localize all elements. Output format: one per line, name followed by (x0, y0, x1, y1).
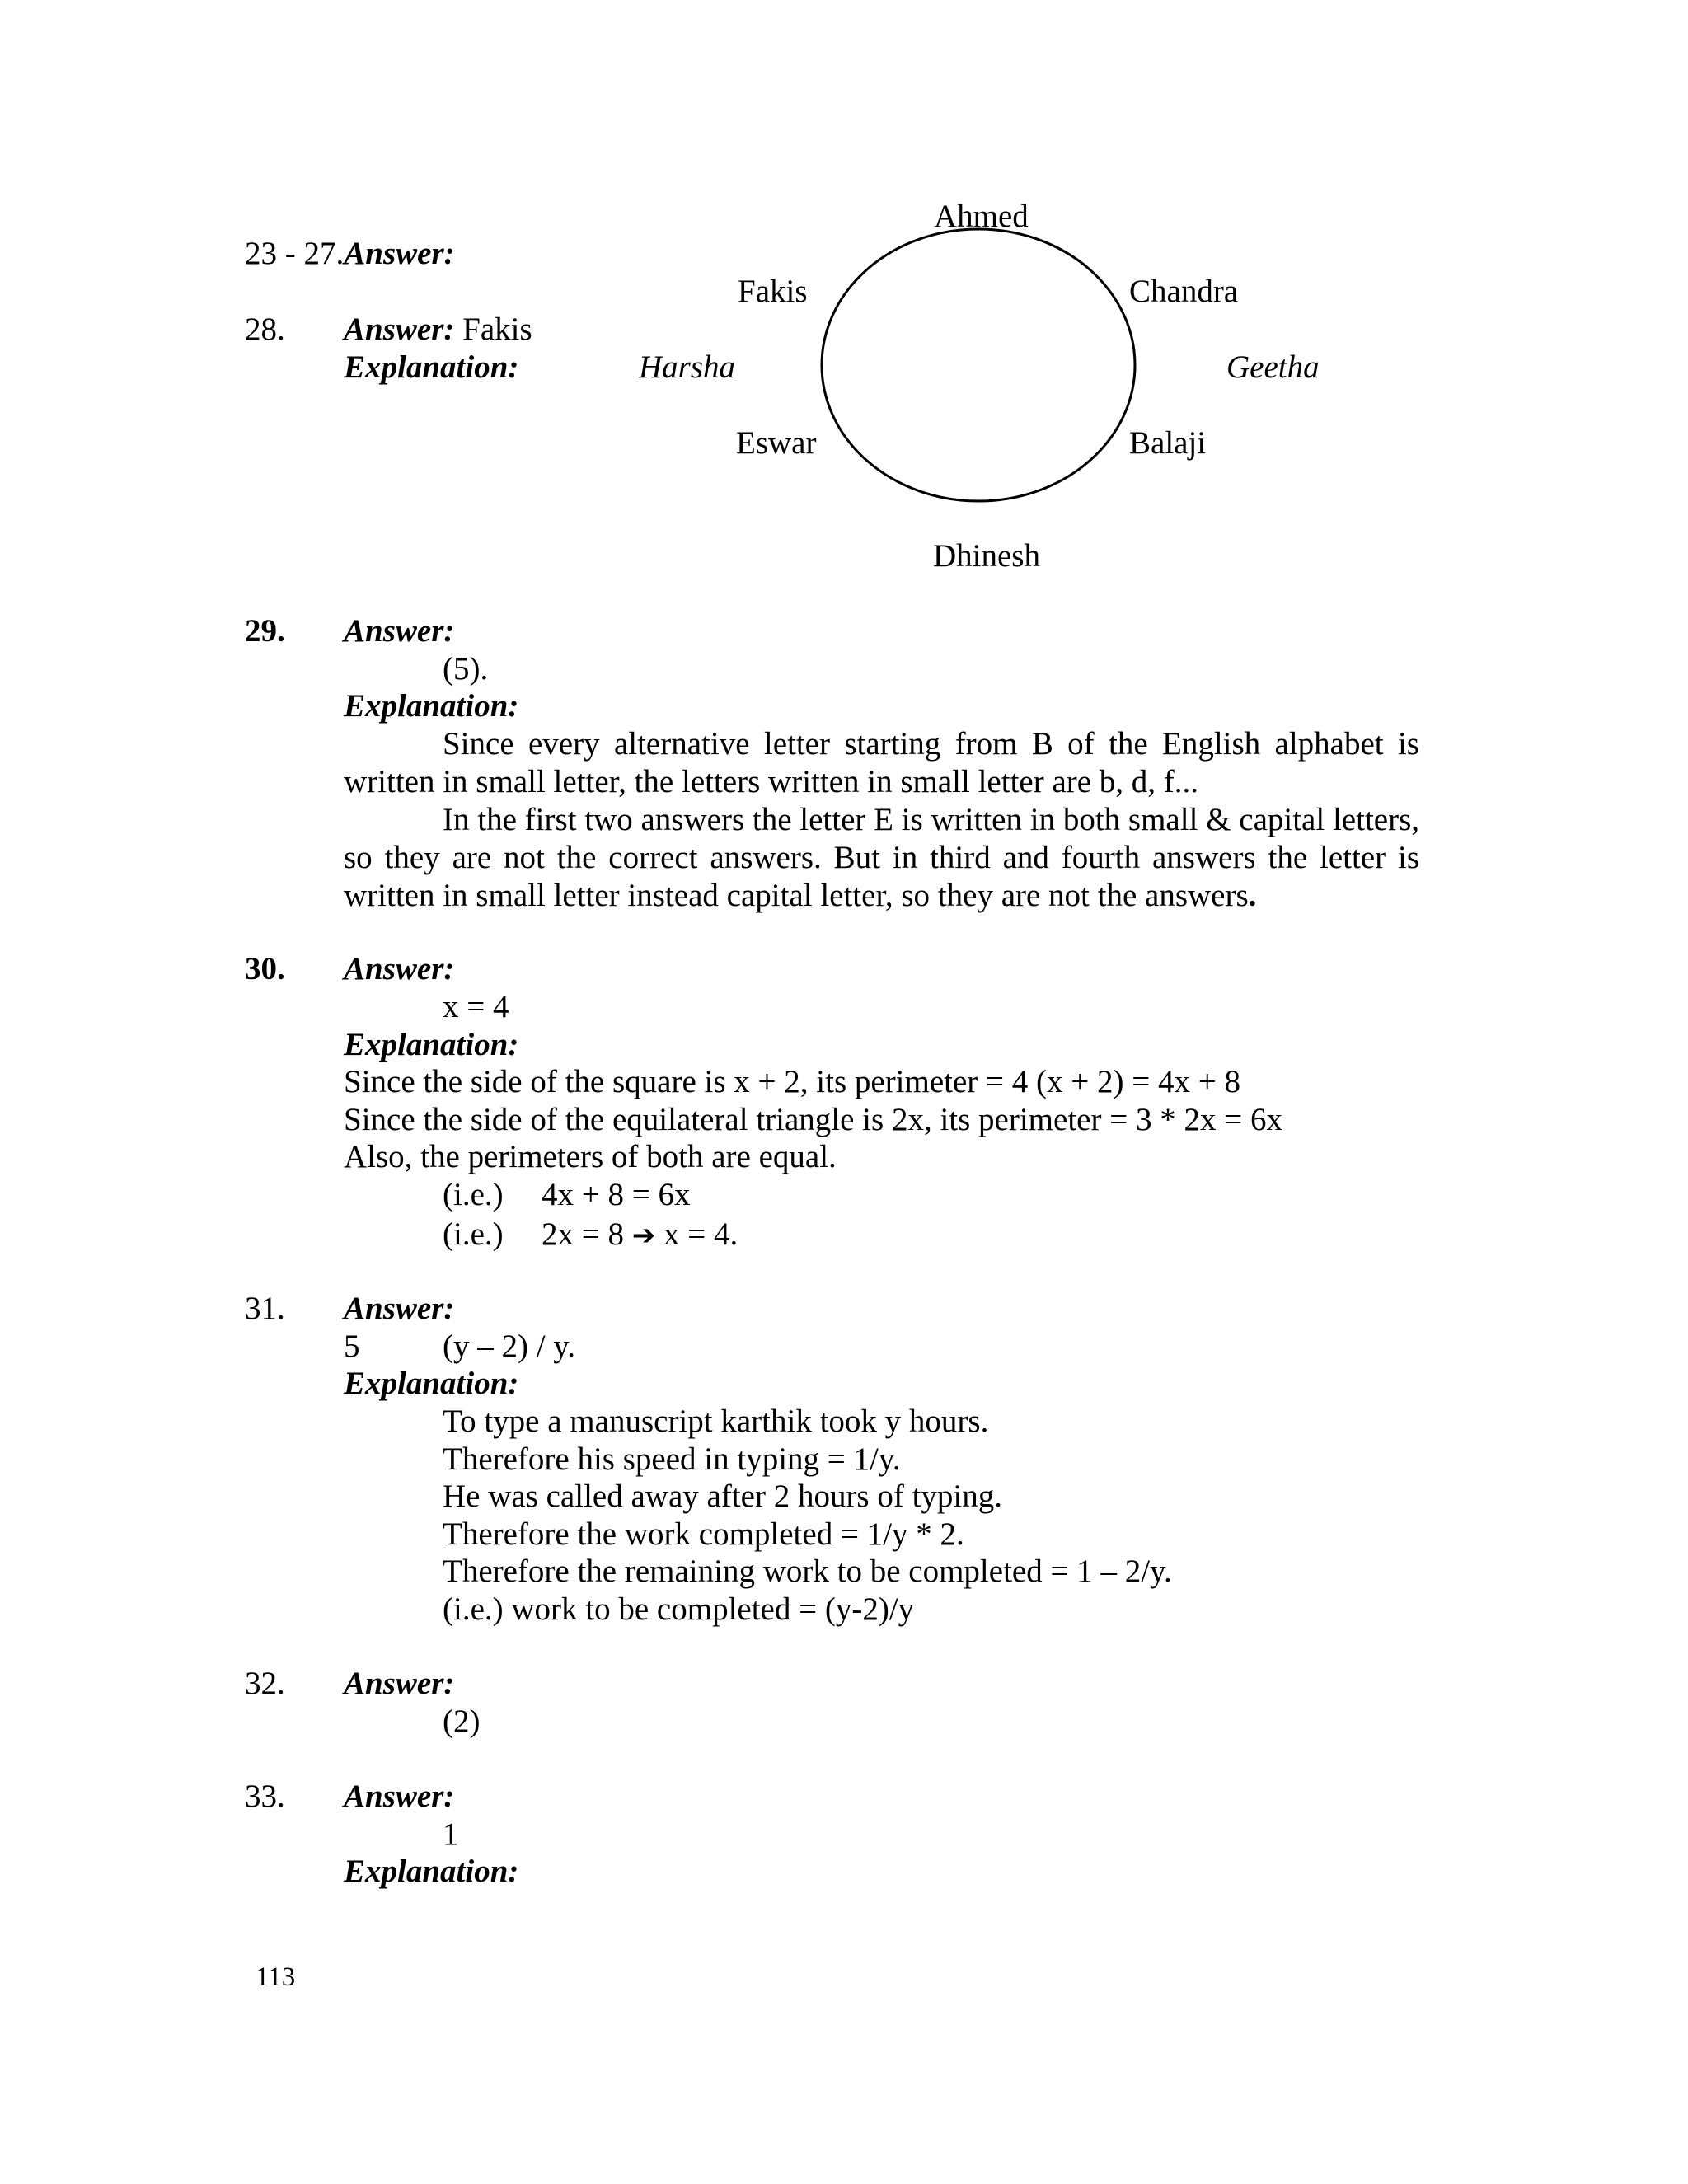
seat-eswar: Eswar (736, 425, 817, 461)
right-arrow-icon: ➔ (631, 1219, 656, 1252)
question-number-32: 32. (245, 1666, 285, 1701)
explanation-line: (i.e.) work to be completed = (y-2)/y (443, 1591, 915, 1627)
answer-value: x = 4 (443, 989, 509, 1024)
explanation-line: Also, the perimeters of both are equal. (344, 1139, 837, 1174)
question-number-30: 30. (245, 951, 285, 987)
solution-step-equation: 2x = 8 ➔ x = 4. (542, 1216, 738, 1252)
seat-chandra: Chandra (1129, 274, 1239, 309)
answer-option: 5 (344, 1329, 360, 1364)
seating-diagram (0, 0, 1688, 593)
question-number-31: 31. (245, 1291, 285, 1326)
question-number-28: 28. (245, 312, 285, 347)
question-number-33: 33. (245, 1779, 285, 1814)
explanation-label: Explanation: (344, 1854, 519, 1889)
answer-value: Fakis (462, 312, 532, 347)
explanation-paragraph: Since every alternative letter starting from B of the English alphabet is written in small letter, the letters written in small letter are b, d, f... (344, 726, 1419, 799)
answer-value: 1 (443, 1816, 459, 1852)
answer-label: Answer: (344, 613, 455, 649)
explanation-line: Since the side of the equilateral triangle is 2x, its perimeter = 3 * 2x = 6x (344, 1102, 1282, 1137)
explanation-text (344, 725, 1419, 915)
explanation-line: Therefore the work completed = 1/y * 2. (443, 1516, 964, 1552)
question-number-29: 29. (245, 613, 285, 649)
explanation-label: Explanation: (344, 349, 519, 385)
round-table-circle (822, 229, 1135, 501)
explanation-line: Therefore his speed in typing = 1/y. (443, 1441, 901, 1477)
seat-harsha: Harsha (639, 349, 736, 385)
page-number: 113 (256, 1962, 296, 1992)
explanation-line: Since the side of the square is x + 2, its perimeter = 4 (x + 2) = 4x + 8 (344, 1064, 1241, 1099)
seat-geetha: Geetha (1226, 349, 1320, 385)
seat-dhinesh: Dhinesh (933, 538, 1040, 574)
answer-label: Answer: (344, 951, 455, 987)
answer-value: (2) (443, 1704, 481, 1739)
answer-label: Answer: (344, 312, 455, 347)
solution-step-equation: 4x + 8 = 6x (542, 1177, 691, 1212)
answer-value: (5). (443, 651, 489, 687)
answer-label: Answer: (344, 1291, 455, 1326)
explanation-label: Explanation: (344, 1027, 519, 1062)
answer-label: Answer: (344, 236, 455, 271)
seat-balaji: Balaji (1129, 425, 1207, 461)
explanation-line: He was called away after 2 hours of typing. (443, 1479, 1003, 1514)
answer-value: (y – 2) / y. (443, 1329, 576, 1364)
solution-step-prefix: (i.e.) (443, 1177, 504, 1212)
solution-step-prefix: (i.e.) (443, 1216, 504, 1252)
explanation-label: Explanation: (344, 688, 519, 724)
seat-ahmed: Ahmed (934, 199, 1029, 234)
explanation-line: Therefore the remaining work to be completed = 1 – 2/y. (443, 1554, 1172, 1589)
answer-label: Answer: (344, 1779, 455, 1814)
explanation-line: To type a manuscript karthik took y hours. (443, 1404, 989, 1439)
explanation-paragraph: In the first two answers the letter E is written in both small & capital letters, so they are not the correct answers. But in third and fourth answers the letter is written in small letter instead capital letter, so they are not the answers. (344, 802, 1419, 913)
question-number: 23 - 27. (245, 236, 345, 271)
seat-fakis: Fakis (738, 274, 808, 309)
explanation-label: Explanation: (344, 1366, 519, 1401)
answer-label: Answer: (344, 1666, 455, 1701)
